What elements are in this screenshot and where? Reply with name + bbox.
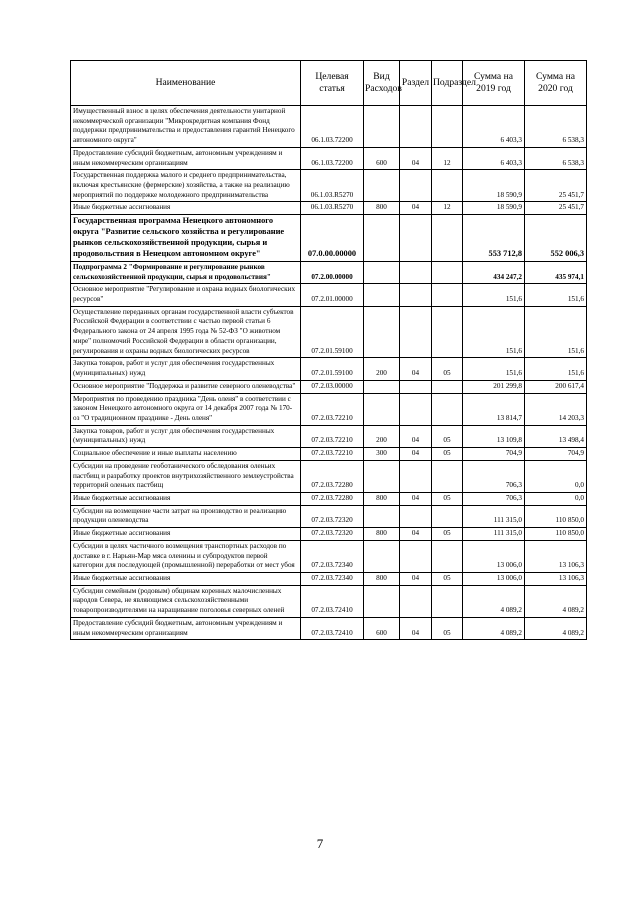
header-name: Наименование — [71, 61, 301, 106]
row-name: Иные бюджетные ассигнования — [71, 492, 301, 505]
table-row — [71, 170, 587, 202]
row-sum-2020: 200 617,4 — [525, 380, 587, 393]
row-name: Государственная поддержка малого и среднего предпринимательства, включая крестьянские (фермерские) хозяйства, а также на реализацию мероприятий по поддержке молодежного предпринимательства — [71, 170, 301, 202]
row-target: 06.1.03.R5270 — [301, 202, 364, 215]
row-section — [400, 170, 432, 202]
row-subsection — [432, 284, 463, 306]
row-sum-2019: 704,9 — [463, 448, 525, 461]
row-target: 07.2.01.59100 — [301, 358, 364, 380]
row-sum-2020: 4 089,2 — [525, 585, 587, 617]
row-target: 07.2.03.72210 — [301, 448, 364, 461]
row-target: 06.1.03.R5270 — [301, 170, 364, 202]
row-target: 07.0.00.00000 — [301, 215, 364, 262]
row-name: Мероприятия по проведению праздника "День оленя" в соответствии с законом Ненецкого автономного округа от 14 декабря 2007 года № 170-оз "О традиционном празднике - День оленя" — [71, 393, 301, 425]
row-sum-2020: 6 538,3 — [525, 106, 587, 148]
header-section: Раздел — [400, 61, 432, 106]
row-sum-2020: 0,0 — [525, 492, 587, 505]
row-expense-type — [364, 505, 400, 527]
row-section: 04 — [400, 147, 432, 169]
row-section: 04 — [400, 492, 432, 505]
row-sum-2020: 151,6 — [525, 284, 587, 306]
row-name: Осуществление переданных органам государственной власти субъектов Российской Федерации в соответствии с частью первой статьи 6 Федерального закона от 24 апреля 1995 года № 52-ФЗ "О животном мире" полномочий Российской Федерации в области организации, регулирования и охраны водных биологических ресурсов — [71, 306, 301, 358]
row-section — [400, 284, 432, 306]
row-target: 07.2.03.72410 — [301, 585, 364, 617]
table-row — [71, 202, 587, 215]
header-sum-2019: Сумма на 2019 год — [463, 61, 525, 106]
row-section: 04 — [400, 448, 432, 461]
table-row — [71, 585, 587, 617]
row-subsection — [432, 380, 463, 393]
row-sum-2020: 704,9 — [525, 448, 587, 461]
row-sum-2020: 13 106,3 — [525, 573, 587, 586]
row-expense-type: 200 — [364, 358, 400, 380]
row-sum-2019: 13 109,8 — [463, 425, 525, 447]
row-section: 04 — [400, 617, 432, 639]
row-sum-2019: 13 814,7 — [463, 393, 525, 425]
row-subsection: 12 — [432, 147, 463, 169]
row-sum-2019: 18 590,9 — [463, 202, 525, 215]
row-name: Иные бюджетные ассигнования — [71, 528, 301, 541]
row-expense-type — [364, 284, 400, 306]
row-section — [400, 261, 432, 283]
row-sum-2020: 25 451,7 — [525, 202, 587, 215]
row-expense-type: 300 — [364, 448, 400, 461]
table-row — [71, 147, 587, 169]
row-subsection: 05 — [432, 528, 463, 541]
row-section — [400, 460, 432, 492]
row-subsection — [432, 215, 463, 262]
row-expense-type — [364, 380, 400, 393]
row-sum-2019: 4 089,2 — [463, 617, 525, 639]
row-target: 06.1.03.72200 — [301, 106, 364, 148]
row-target: 07.2.03.72340 — [301, 540, 364, 572]
row-sum-2020: 6 538,3 — [525, 147, 587, 169]
row-sum-2020: 110 850,0 — [525, 505, 587, 527]
row-expense-type — [364, 306, 400, 358]
row-expense-type — [364, 393, 400, 425]
row-target: 07.2.03.72410 — [301, 617, 364, 639]
row-subsection — [432, 540, 463, 572]
table-row — [71, 528, 587, 541]
row-sum-2019: 151,6 — [463, 358, 525, 380]
row-section — [400, 215, 432, 262]
row-subsection: 05 — [432, 425, 463, 447]
row-section: 04 — [400, 528, 432, 541]
table-row — [71, 460, 587, 492]
row-sum-2019: 111 315,0 — [463, 505, 525, 527]
table-row — [71, 261, 587, 283]
row-subsection: 05 — [432, 448, 463, 461]
row-expense-type — [364, 215, 400, 262]
row-name: Социальное обеспечение и иные выплаты населению — [71, 448, 301, 461]
row-name: Подпрограмма 2 "Формирование и регулирование рынков сельскохозяйственной продукции, сырья и продовольствия" — [71, 261, 301, 283]
row-subsection — [432, 460, 463, 492]
row-subsection: 05 — [432, 358, 463, 380]
row-expense-type: 800 — [364, 492, 400, 505]
row-target: 07.2.03.72210 — [301, 393, 364, 425]
row-section — [400, 106, 432, 148]
row-target: 06.1.03.72200 — [301, 147, 364, 169]
table-row — [71, 492, 587, 505]
row-sum-2020: 14 203,3 — [525, 393, 587, 425]
row-name: Основное мероприятие "Регулирование и охрана водных биологических ресурсов" — [71, 284, 301, 306]
table-row — [71, 284, 587, 306]
row-subsection: 12 — [432, 202, 463, 215]
row-target: 07.2.03.72320 — [301, 528, 364, 541]
row-expense-type — [364, 170, 400, 202]
row-sum-2019: 151,6 — [463, 284, 525, 306]
row-expense-type: 800 — [364, 573, 400, 586]
table-row — [71, 448, 587, 461]
row-sum-2019: 13 006,0 — [463, 573, 525, 586]
row-target: 07.2.03.72210 — [301, 425, 364, 447]
row-sum-2019: 706,3 — [463, 492, 525, 505]
header-expense-type: Вид Расходов — [364, 61, 400, 106]
row-sum-2019: 13 006,0 — [463, 540, 525, 572]
row-expense-type: 600 — [364, 147, 400, 169]
row-sum-2019: 6 403,3 — [463, 147, 525, 169]
row-name: Субсидии в целях частичного возмещения транспортных расходов по доставке в г. Нарьян-Мар мяса оленины и субпродуктов первой категории для последующей (промышленной) переработки от мест убоя — [71, 540, 301, 572]
row-section — [400, 505, 432, 527]
table-row — [71, 540, 587, 572]
row-expense-type — [364, 585, 400, 617]
table-row — [71, 215, 587, 262]
row-sum-2020: 13 106,3 — [525, 540, 587, 572]
row-expense-type — [364, 106, 400, 148]
row-section: 04 — [400, 573, 432, 586]
row-sum-2019: 201 299,8 — [463, 380, 525, 393]
row-target: 07.2.03.72320 — [301, 505, 364, 527]
table-row — [71, 505, 587, 527]
row-sum-2020: 25 451,7 — [525, 170, 587, 202]
row-section: 04 — [400, 202, 432, 215]
row-name: Имущественный взнос в целях обеспечения деятельности унитарной некоммерческой организации "Микрокредитная компания Фонд поддержки предпринимательства и предоставления гарантий Ненецкого автономного округа" — [71, 106, 301, 148]
table-row — [71, 393, 587, 425]
row-subsection — [432, 585, 463, 617]
row-sum-2020: 4 089,2 — [525, 617, 587, 639]
row-sum-2020: 151,6 — [525, 306, 587, 358]
row-subsection — [432, 306, 463, 358]
table-row — [71, 425, 587, 447]
row-subsection — [432, 393, 463, 425]
row-sum-2020: 0,0 — [525, 460, 587, 492]
row-name: Предоставление субсидий бюджетным, автономным учреждениям и иным некоммерческим организациям — [71, 147, 301, 169]
row-subsection: 05 — [432, 573, 463, 586]
row-name: Иные бюджетные ассигнования — [71, 202, 301, 215]
row-expense-type — [364, 540, 400, 572]
row-expense-type: 800 — [364, 202, 400, 215]
row-name: Субсидии семейным (родовым) общинам коренных малочисленных народов Севера, не являющимся сельскохозяйственными товаропроизводителями на наращивание поголовья северных оленей — [71, 585, 301, 617]
header-subsection: Подраздел — [432, 61, 463, 106]
table-row — [71, 380, 587, 393]
row-section — [400, 585, 432, 617]
table-row — [71, 358, 587, 380]
row-name: Основное мероприятие "Поддержка и развитие северного оленеводства" — [71, 380, 301, 393]
row-expense-type — [364, 261, 400, 283]
table-header-row — [71, 61, 587, 106]
table-row — [71, 106, 587, 148]
row-name: Субсидии на возмещение части затрат на производство и реализацию продукции оленеводства — [71, 505, 301, 527]
row-sum-2020: 151,6 — [525, 358, 587, 380]
row-target: 07.2.03.00000 — [301, 380, 364, 393]
header-sum-2020: Сумма на 2020 год — [525, 61, 587, 106]
row-section: 04 — [400, 425, 432, 447]
row-name: Закупка товаров, работ и услуг для обеспечения государственных (муниципальных) нужд — [71, 358, 301, 380]
row-sum-2019: 706,3 — [463, 460, 525, 492]
row-section — [400, 306, 432, 358]
row-target: 07.2.03.72280 — [301, 460, 364, 492]
row-subsection — [432, 106, 463, 148]
row-sum-2020: 435 974,1 — [525, 261, 587, 283]
row-name: Субсидии на проведение геоботанического обследования оленьих пастбищ и разработку проектов внутрихозяйственного землеустройства территорий оленьих пастбищ — [71, 460, 301, 492]
row-sum-2019: 4 089,2 — [463, 585, 525, 617]
row-target: 07.2.03.72340 — [301, 573, 364, 586]
row-sum-2019: 111 315,0 — [463, 528, 525, 541]
row-subsection — [432, 505, 463, 527]
row-target: 07.2.03.72280 — [301, 492, 364, 505]
row-expense-type — [364, 460, 400, 492]
row-sum-2019: 434 247,2 — [463, 261, 525, 283]
page-number: 7 — [316, 836, 324, 851]
row-sum-2019: 151,6 — [463, 306, 525, 358]
header-target: Целевая статья — [301, 61, 364, 106]
row-name: Государственная программа Ненецкого автономного округа "Развитие сельского хозяйства и регулирование рынков сельскохозяйственной продукции, сырья и продовольствия в Ненецком автономном округе" — [71, 215, 301, 262]
row-name: Иные бюджетные ассигнования — [71, 573, 301, 586]
row-section: 04 — [400, 358, 432, 380]
row-subsection: 05 — [432, 617, 463, 639]
row-target: 07.2.00.00000 — [301, 261, 364, 283]
row-target: 07.2.01.59100 — [301, 306, 364, 358]
table-row — [71, 573, 587, 586]
row-subsection — [432, 170, 463, 202]
row-sum-2019: 553 712,8 — [463, 215, 525, 262]
row-expense-type: 800 — [364, 528, 400, 541]
row-subsection — [432, 261, 463, 283]
row-expense-type: 600 — [364, 617, 400, 639]
row-section — [400, 380, 432, 393]
row-sum-2020: 13 498,4 — [525, 425, 587, 447]
row-name: Закупка товаров, работ и услуг для обеспечения государственных (муниципальных) нужд — [71, 425, 301, 447]
row-sum-2020: 552 006,3 — [525, 215, 587, 262]
table-row — [71, 617, 587, 639]
table-row — [71, 306, 587, 358]
row-section — [400, 540, 432, 572]
row-target: 07.2.01.00000 — [301, 284, 364, 306]
row-sum-2019: 6 403,3 — [463, 106, 525, 148]
budget-table — [70, 60, 587, 640]
row-name: Предоставление субсидий бюджетным, автономным учреждениям и иным некоммерческим организациям — [71, 617, 301, 639]
row-section — [400, 393, 432, 425]
row-sum-2020: 110 850,0 — [525, 528, 587, 541]
row-subsection: 05 — [432, 492, 463, 505]
row-sum-2019: 18 590,9 — [463, 170, 525, 202]
row-expense-type: 200 — [364, 425, 400, 447]
